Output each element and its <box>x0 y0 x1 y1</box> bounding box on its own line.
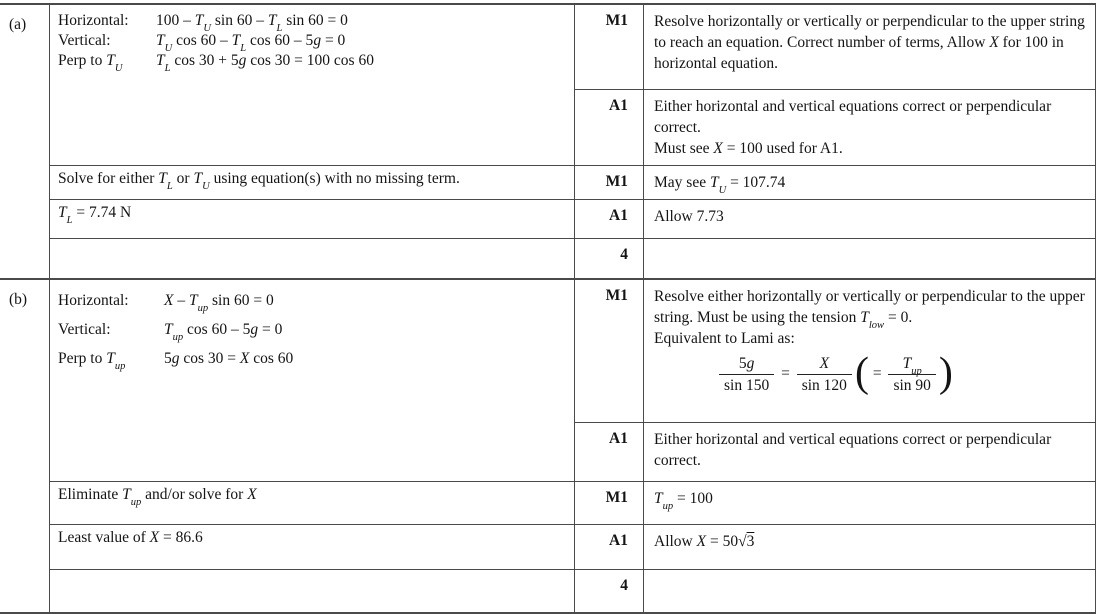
part-a-label: (a) <box>0 5 50 278</box>
equation-label: Vertical: <box>58 321 111 338</box>
equation-label: Vertical: <box>58 32 111 49</box>
mark-cell-a1: A1 <box>575 199 644 238</box>
part-a-grid <box>50 5 1095 278</box>
note-cell: Resolve horizontally or vertically or perpendicular to the upper string to reach an equation. Correct number of terms, Allow X for 100 in horizontal equation. <box>654 13 1085 72</box>
equation-label: Horizontal: <box>58 292 129 309</box>
note-cell: Either horizontal and vertical equations correct or perpendicular correct. Must see X = 100 used for A1. <box>644 89 1095 165</box>
working-cell: Eliminate $T_{up}$ and/or solve for X <box>50 481 575 524</box>
part-b-label: (b) <box>0 280 50 612</box>
equation-line <box>58 286 566 315</box>
total-marks: 4 <box>575 569 644 612</box>
total-marks: 4 <box>575 238 644 278</box>
equation-text: $100 - T_U$ $\sin 60 - T_L$ sin 60 = 0 <box>156 12 348 35</box>
mark-cell-a1: A1 <box>575 422 644 481</box>
equation-line <box>58 31 566 55</box>
part-a-section <box>0 5 1095 278</box>
note-text: Resolve either horizontally or vertically or perpendicular to the upper string. Must be using the tension $T_{low} = 0$. Equivalent to Lami as: <box>654 288 1085 347</box>
note-cell: May see $T_U = 107.74$ <box>644 165 1095 199</box>
lami-equation: $\frac{5g}{\sin 150}$ = $\frac{X}{\sin 120}$ ( = $\frac{T_{up}}{\sin 90}$ ) <box>716 354 1087 395</box>
equation-line <box>58 344 566 373</box>
working-cell: Least value of X = 86.6 <box>50 524 575 569</box>
part-b-grid <box>50 280 1095 612</box>
part-b-section <box>0 278 1095 612</box>
equation-text: X – $T_{up}$ sin 60 = 0 <box>164 292 274 315</box>
equation-line <box>58 51 566 75</box>
working-cell: Solve for either $T_L$ or $T_U$ using equation(s) with no missing term. <box>50 165 575 199</box>
note-cell: Allow 7.73 <box>644 199 1095 238</box>
part-b-equations-cell <box>50 280 575 481</box>
note-cell: $T_{up} = 100$ <box>644 481 1095 524</box>
equation-text: $T_U$ $\cos 60 - T_L$ cos 60 – 5g = 0 <box>156 32 346 55</box>
note-cell: Allow X = 50√3 <box>644 524 1095 569</box>
equation-label: Horizontal: <box>58 12 129 29</box>
note-cell <box>644 280 1095 422</box>
equation-text: $T_{up}$ cos 60 – 5g = 0 <box>164 321 283 344</box>
equation-label: Perp to $T_U$ <box>58 52 123 75</box>
equation-text: $T_L$ cos 30 + 5g cos 30 = 100 cos 60 <box>156 52 374 75</box>
mark-cell-a1: A1 <box>575 89 644 165</box>
mark-cell-m1: M1 <box>575 5 644 89</box>
equation-text: 5g cos 30 = X cos 60 <box>164 350 294 367</box>
equation-line <box>58 315 566 344</box>
mark-scheme-table <box>0 3 1096 614</box>
empty-note-cell <box>644 238 1095 278</box>
part-a-equations-cell <box>50 5 575 165</box>
equation-label: Perp to $T_{up}$ <box>58 350 126 373</box>
mark-cell-a1: A1 <box>575 524 644 569</box>
mark-cell-m1: M1 <box>575 280 644 422</box>
empty-working-cell <box>50 569 575 612</box>
note-cell: Either horizontal and vertical equations correct or perpendicular correct. <box>644 422 1095 481</box>
empty-working-cell <box>50 238 575 278</box>
mark-cell-m1: M1 <box>575 165 644 199</box>
working-cell: $T_L = 7.74$ N <box>50 199 575 238</box>
mark-cell-m1: M1 <box>575 481 644 524</box>
equation-line <box>58 11 566 35</box>
empty-note-cell <box>644 569 1095 612</box>
